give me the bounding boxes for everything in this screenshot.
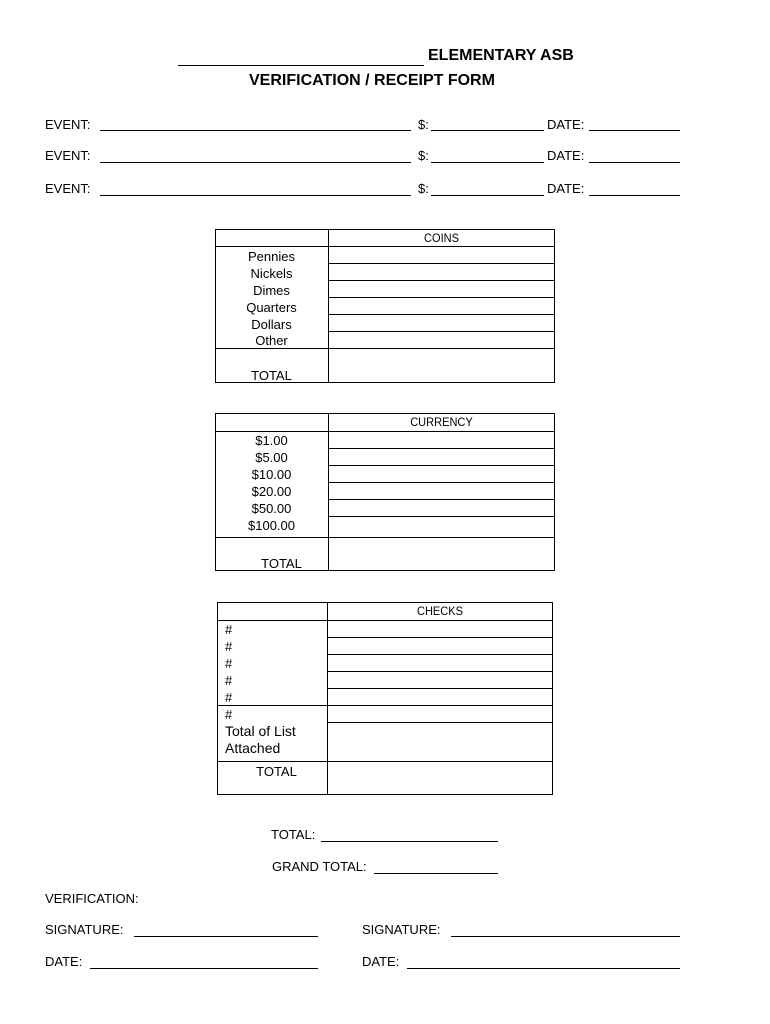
date-label: DATE: xyxy=(547,181,585,196)
row-divider xyxy=(217,620,553,621)
currency-row-label: $1.00 xyxy=(255,433,288,448)
signature-label-left: SIGNATURE: xyxy=(45,922,124,937)
row-divider xyxy=(328,499,555,500)
row-divider xyxy=(327,637,553,638)
signature-field-right[interactable] xyxy=(451,936,680,937)
amount-field[interactable] xyxy=(431,195,544,196)
check-number-label: # xyxy=(225,707,233,722)
date-field-left[interactable] xyxy=(90,968,318,969)
amount-field[interactable] xyxy=(431,130,544,131)
grand-total-field[interactable] xyxy=(374,873,498,874)
amount-label: $: xyxy=(418,117,429,132)
total-of-list-label: Total of List xyxy=(225,723,296,739)
date-label: DATE: xyxy=(547,117,585,132)
amount-label: $: xyxy=(418,181,429,196)
row-divider xyxy=(328,482,555,483)
row-divider xyxy=(328,280,555,281)
check-number-label: # xyxy=(225,690,233,705)
verification-heading: VERIFICATION: xyxy=(45,891,139,906)
check-number-label: # xyxy=(225,673,233,688)
row-divider xyxy=(328,516,555,517)
row-divider xyxy=(217,705,553,706)
date-field[interactable] xyxy=(589,195,680,196)
currency-row-label: $10.00 xyxy=(251,467,292,482)
event-label: EVENT: xyxy=(45,117,91,132)
coins-row-label: Quarters xyxy=(246,300,297,315)
row-divider xyxy=(217,761,553,762)
currency-row-label: $50.00 xyxy=(251,501,292,516)
row-divider xyxy=(328,263,555,264)
event-name-field[interactable] xyxy=(100,130,411,131)
checks-header: CHECKS xyxy=(416,604,463,618)
event-label: EVENT: xyxy=(45,181,91,196)
row-divider xyxy=(328,448,555,449)
row-divider xyxy=(327,654,553,655)
form-title-line1: ELEMENTARY ASB xyxy=(428,47,574,64)
date-field-right[interactable] xyxy=(407,968,680,969)
row-divider xyxy=(215,348,555,349)
date-field[interactable] xyxy=(589,130,680,131)
currency-row-label: $5.00 xyxy=(255,450,288,465)
amount-label: $: xyxy=(418,148,429,163)
currency-header: CURRENCY xyxy=(410,415,473,429)
date-label-right: DATE: xyxy=(362,954,400,969)
event-name-field[interactable] xyxy=(100,162,411,163)
row-divider xyxy=(328,297,555,298)
row-divider xyxy=(215,431,555,432)
coins-total-label: TOTAL xyxy=(251,368,292,383)
form-title-line2: VERIFICATION / RECEIPT FORM xyxy=(249,72,495,89)
coins-row-label: Pennies xyxy=(248,249,295,264)
coins-row-label: Nickels xyxy=(250,266,293,281)
column-divider xyxy=(328,229,329,383)
row-divider xyxy=(327,671,553,672)
event-name-field[interactable] xyxy=(100,195,411,196)
date-label-left: DATE: xyxy=(45,954,83,969)
row-divider xyxy=(215,246,555,247)
grand-total-label: GRAND TOTAL: xyxy=(272,859,367,874)
coins-row-label: Dollars xyxy=(251,317,292,332)
coins-row-label: Other xyxy=(255,333,288,348)
row-divider xyxy=(327,722,553,723)
date-field[interactable] xyxy=(589,162,680,163)
row-divider xyxy=(328,314,555,315)
row-divider xyxy=(215,537,555,538)
check-number-label: # xyxy=(225,622,233,637)
check-number-label: # xyxy=(225,639,233,654)
total-label: TOTAL: xyxy=(271,827,316,842)
amount-field[interactable] xyxy=(431,162,544,163)
coins-row-label: Dimes xyxy=(253,283,290,298)
row-divider xyxy=(328,331,555,332)
currency-total-label: TOTAL xyxy=(261,556,302,571)
date-label: DATE: xyxy=(547,148,585,163)
school-name-blank[interactable] xyxy=(178,65,424,66)
attached-label: Attached xyxy=(225,740,281,756)
currency-row-label: $100.00 xyxy=(248,518,295,533)
signature-field-left[interactable] xyxy=(134,936,318,937)
check-number-label: # xyxy=(225,656,233,671)
row-divider xyxy=(327,688,553,689)
event-label: EVENT: xyxy=(45,148,91,163)
currency-row-label: $20.00 xyxy=(251,484,292,499)
column-divider xyxy=(328,413,329,571)
coins-header: COINS xyxy=(424,231,459,245)
checks-total-label: TOTAL xyxy=(256,764,297,779)
total-field[interactable] xyxy=(321,841,498,842)
row-divider xyxy=(328,465,555,466)
signature-label-right: SIGNATURE: xyxy=(362,922,441,937)
